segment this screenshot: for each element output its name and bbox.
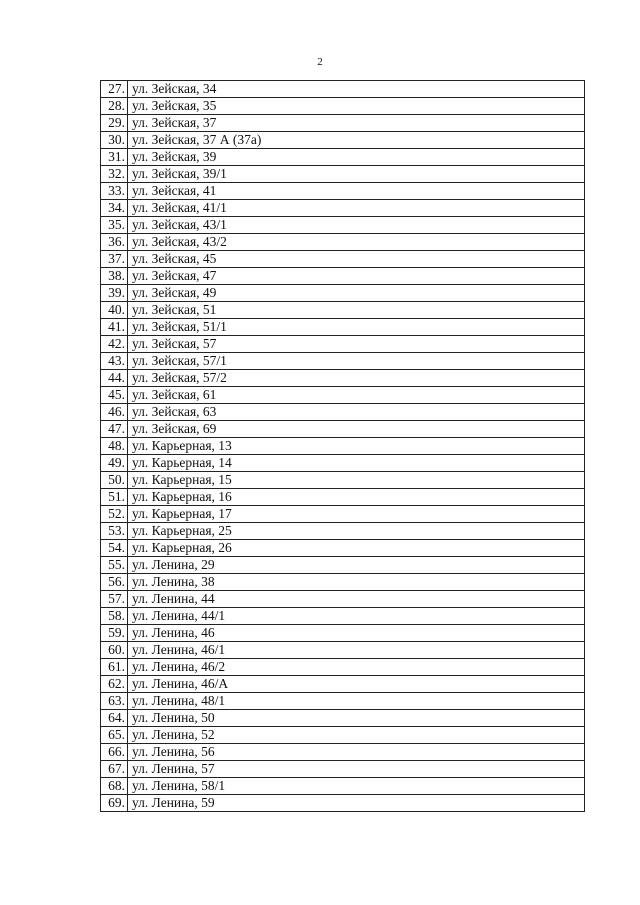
row-number: 32. xyxy=(101,166,128,183)
address-cell: ул. Ленина, 52 xyxy=(128,727,585,744)
address-cell: ул. Зейская, 49 xyxy=(128,285,585,302)
row-number: 62. xyxy=(101,676,128,693)
table-row xyxy=(101,251,585,268)
address-cell: ул. Карьерная, 26 xyxy=(128,540,585,557)
table-row xyxy=(101,438,585,455)
address-cell: ул. Ленина, 46 xyxy=(128,625,585,642)
address-cell: ул. Зейская, 57/2 xyxy=(128,370,585,387)
table-row xyxy=(101,540,585,557)
row-number: 59. xyxy=(101,625,128,642)
address-cell: ул. Карьерная, 14 xyxy=(128,455,585,472)
table-row xyxy=(101,234,585,251)
row-number: 52. xyxy=(101,506,128,523)
row-number: 68. xyxy=(101,778,128,795)
address-cell: ул. Ленина, 38 xyxy=(128,574,585,591)
table-row xyxy=(101,557,585,574)
row-number: 56. xyxy=(101,574,128,591)
row-number: 35. xyxy=(101,217,128,234)
address-cell: ул. Карьерная, 15 xyxy=(128,472,585,489)
address-cell: ул. Ленина, 48/1 xyxy=(128,693,585,710)
row-number: 43. xyxy=(101,353,128,370)
row-number: 31. xyxy=(101,149,128,166)
row-number: 50. xyxy=(101,472,128,489)
table-row xyxy=(101,166,585,183)
table-row xyxy=(101,472,585,489)
table-row xyxy=(101,455,585,472)
row-number: 54. xyxy=(101,540,128,557)
row-number: 36. xyxy=(101,234,128,251)
address-cell: ул. Ленина, 44 xyxy=(128,591,585,608)
address-cell: ул. Зейская, 37 А (37а) xyxy=(128,132,585,149)
address-cell: ул. Зейская, 69 xyxy=(128,421,585,438)
table-row xyxy=(101,132,585,149)
row-number: 47. xyxy=(101,421,128,438)
row-number: 51. xyxy=(101,489,128,506)
table-row xyxy=(101,98,585,115)
address-cell: ул. Зейская, 47 xyxy=(128,268,585,285)
row-number: 30. xyxy=(101,132,128,149)
table-row xyxy=(101,149,585,166)
address-cell: ул. Зейская, 34 xyxy=(128,81,585,98)
address-cell: ул. Ленина, 57 xyxy=(128,761,585,778)
table-row xyxy=(101,710,585,727)
row-number: 61. xyxy=(101,659,128,676)
row-number: 60. xyxy=(101,642,128,659)
address-cell: ул. Зейская, 41 xyxy=(128,183,585,200)
row-number: 40. xyxy=(101,302,128,319)
row-number: 37. xyxy=(101,251,128,268)
row-number: 46. xyxy=(101,404,128,421)
row-number: 49. xyxy=(101,455,128,472)
row-number: 66. xyxy=(101,744,128,761)
address-cell: ул. Ленина, 50 xyxy=(128,710,585,727)
table-row xyxy=(101,676,585,693)
address-cell: ул. Зейская, 39/1 xyxy=(128,166,585,183)
table-row xyxy=(101,523,585,540)
row-number: 33. xyxy=(101,183,128,200)
table-row xyxy=(101,319,585,336)
address-cell: ул. Ленина, 59 xyxy=(128,795,585,812)
table-row xyxy=(101,285,585,302)
row-number: 28. xyxy=(101,98,128,115)
address-cell: ул. Ленина, 29 xyxy=(128,557,585,574)
table-row xyxy=(101,506,585,523)
address-cell: ул. Карьерная, 13 xyxy=(128,438,585,455)
address-cell: ул. Ленина, 46/1 xyxy=(128,642,585,659)
address-cell: ул. Зейская, 43/1 xyxy=(128,217,585,234)
table-row xyxy=(101,115,585,132)
address-table xyxy=(100,80,585,812)
address-cell: ул. Карьерная, 16 xyxy=(128,489,585,506)
row-number: 44. xyxy=(101,370,128,387)
table-row xyxy=(101,387,585,404)
address-cell: ул. Зейская, 39 xyxy=(128,149,585,166)
table-row xyxy=(101,370,585,387)
table-row xyxy=(101,761,585,778)
row-number: 57. xyxy=(101,591,128,608)
table-row xyxy=(101,421,585,438)
row-number: 58. xyxy=(101,608,128,625)
row-number: 45. xyxy=(101,387,128,404)
address-cell: ул. Ленина, 56 xyxy=(128,744,585,761)
address-cell: ул. Зейская, 61 xyxy=(128,387,585,404)
address-cell: ул. Зейская, 41/1 xyxy=(128,200,585,217)
row-number: 63. xyxy=(101,693,128,710)
table-row xyxy=(101,625,585,642)
address-cell: ул. Зейская, 51 xyxy=(128,302,585,319)
address-cell: ул. Зейская, 45 xyxy=(128,251,585,268)
row-number: 39. xyxy=(101,285,128,302)
table-row xyxy=(101,353,585,370)
address-cell: ул. Ленина, 44/1 xyxy=(128,608,585,625)
table-row xyxy=(101,489,585,506)
address-cell: ул. Карьерная, 17 xyxy=(128,506,585,523)
row-number: 55. xyxy=(101,557,128,574)
row-number: 48. xyxy=(101,438,128,455)
row-number: 29. xyxy=(101,115,128,132)
table-row xyxy=(101,302,585,319)
row-number: 38. xyxy=(101,268,128,285)
row-number: 69. xyxy=(101,795,128,812)
address-cell: ул. Зейская, 57/1 xyxy=(128,353,585,370)
table-row xyxy=(101,591,585,608)
row-number: 53. xyxy=(101,523,128,540)
address-table-body xyxy=(101,81,585,812)
table-row xyxy=(101,693,585,710)
table-row xyxy=(101,81,585,98)
address-cell: ул. Зейская, 51/1 xyxy=(128,319,585,336)
address-cell: ул. Зейская, 57 xyxy=(128,336,585,353)
address-cell: ул. Зейская, 35 xyxy=(128,98,585,115)
table-row xyxy=(101,404,585,421)
row-number: 34. xyxy=(101,200,128,217)
address-cell: ул. Зейская, 63 xyxy=(128,404,585,421)
table-row xyxy=(101,778,585,795)
table-row xyxy=(101,744,585,761)
address-cell: ул. Ленина, 46/А xyxy=(128,676,585,693)
table-row xyxy=(101,642,585,659)
address-cell: ул. Зейская, 37 xyxy=(128,115,585,132)
table-row xyxy=(101,336,585,353)
address-cell: ул. Ленина, 46/2 xyxy=(128,659,585,676)
row-number: 42. xyxy=(101,336,128,353)
table-row xyxy=(101,217,585,234)
address-cell: ул. Карьерная, 25 xyxy=(128,523,585,540)
table-row xyxy=(101,795,585,812)
table-row xyxy=(101,268,585,285)
table-row xyxy=(101,727,585,744)
table-row xyxy=(101,200,585,217)
row-number: 64. xyxy=(101,710,128,727)
address-cell: ул. Зейская, 43/2 xyxy=(128,234,585,251)
table-row xyxy=(101,183,585,200)
table-row xyxy=(101,659,585,676)
row-number: 65. xyxy=(101,727,128,744)
table-row xyxy=(101,608,585,625)
table-row xyxy=(101,574,585,591)
row-number: 41. xyxy=(101,319,128,336)
page-number: 2 xyxy=(317,56,323,68)
row-number: 27. xyxy=(101,81,128,98)
row-number: 67. xyxy=(101,761,128,778)
address-cell: ул. Ленина, 58/1 xyxy=(128,778,585,795)
